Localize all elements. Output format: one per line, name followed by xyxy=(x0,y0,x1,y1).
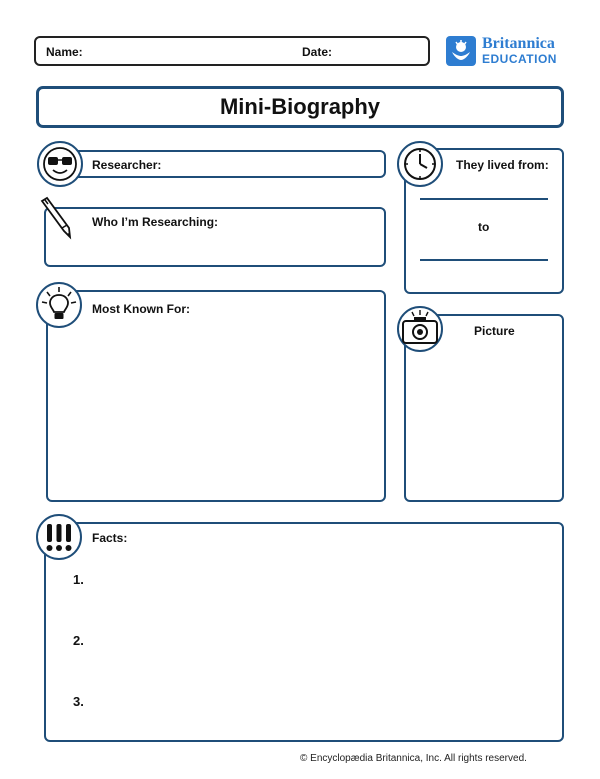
lived-label: They lived from: xyxy=(456,158,549,172)
lightbulb-icon-circle xyxy=(36,282,82,328)
exclamation-icon xyxy=(42,520,76,554)
thistle-icon xyxy=(446,36,476,66)
death-year-line[interactable] xyxy=(420,259,548,261)
lightbulb-icon xyxy=(39,285,79,325)
who-label: Who I’m Researching: xyxy=(92,215,219,229)
camera-icon-circle xyxy=(397,306,443,352)
researcher-label: Researcher: xyxy=(92,158,162,172)
picture-label: Picture xyxy=(474,324,515,338)
known-for-box[interactable] xyxy=(46,290,386,502)
fact-number-1: 1. xyxy=(73,572,84,587)
name-label: Name: xyxy=(46,45,83,59)
title-box xyxy=(36,86,564,128)
birth-year-line[interactable] xyxy=(420,198,548,200)
brand-name: Britannica xyxy=(482,35,555,52)
facts-box[interactable] xyxy=(44,522,564,742)
clock-icon-circle xyxy=(397,141,443,187)
pencil-icon xyxy=(36,195,78,241)
britannica-logo xyxy=(446,36,570,68)
brand-sub: EDUCATION xyxy=(482,52,557,66)
to-label: to xyxy=(478,220,490,234)
facts-label: Facts: xyxy=(92,531,128,545)
clock-icon xyxy=(402,146,438,182)
page-title: Mini-Biography xyxy=(219,94,381,119)
researcher-icon-circle xyxy=(37,141,83,187)
date-label: Date: xyxy=(302,45,333,59)
footer-copyright: © Encyclopædia Britannica, Inc. All rights reserved. xyxy=(300,753,527,764)
exclamation-icon-circle xyxy=(36,514,82,560)
known-for-label: Most Known For: xyxy=(92,302,190,316)
header-bar xyxy=(34,36,430,66)
camera-icon xyxy=(399,309,441,349)
smiley-glasses-icon xyxy=(42,146,78,182)
fact-number-2: 2. xyxy=(73,633,84,648)
fact-number-3: 3. xyxy=(73,694,84,709)
